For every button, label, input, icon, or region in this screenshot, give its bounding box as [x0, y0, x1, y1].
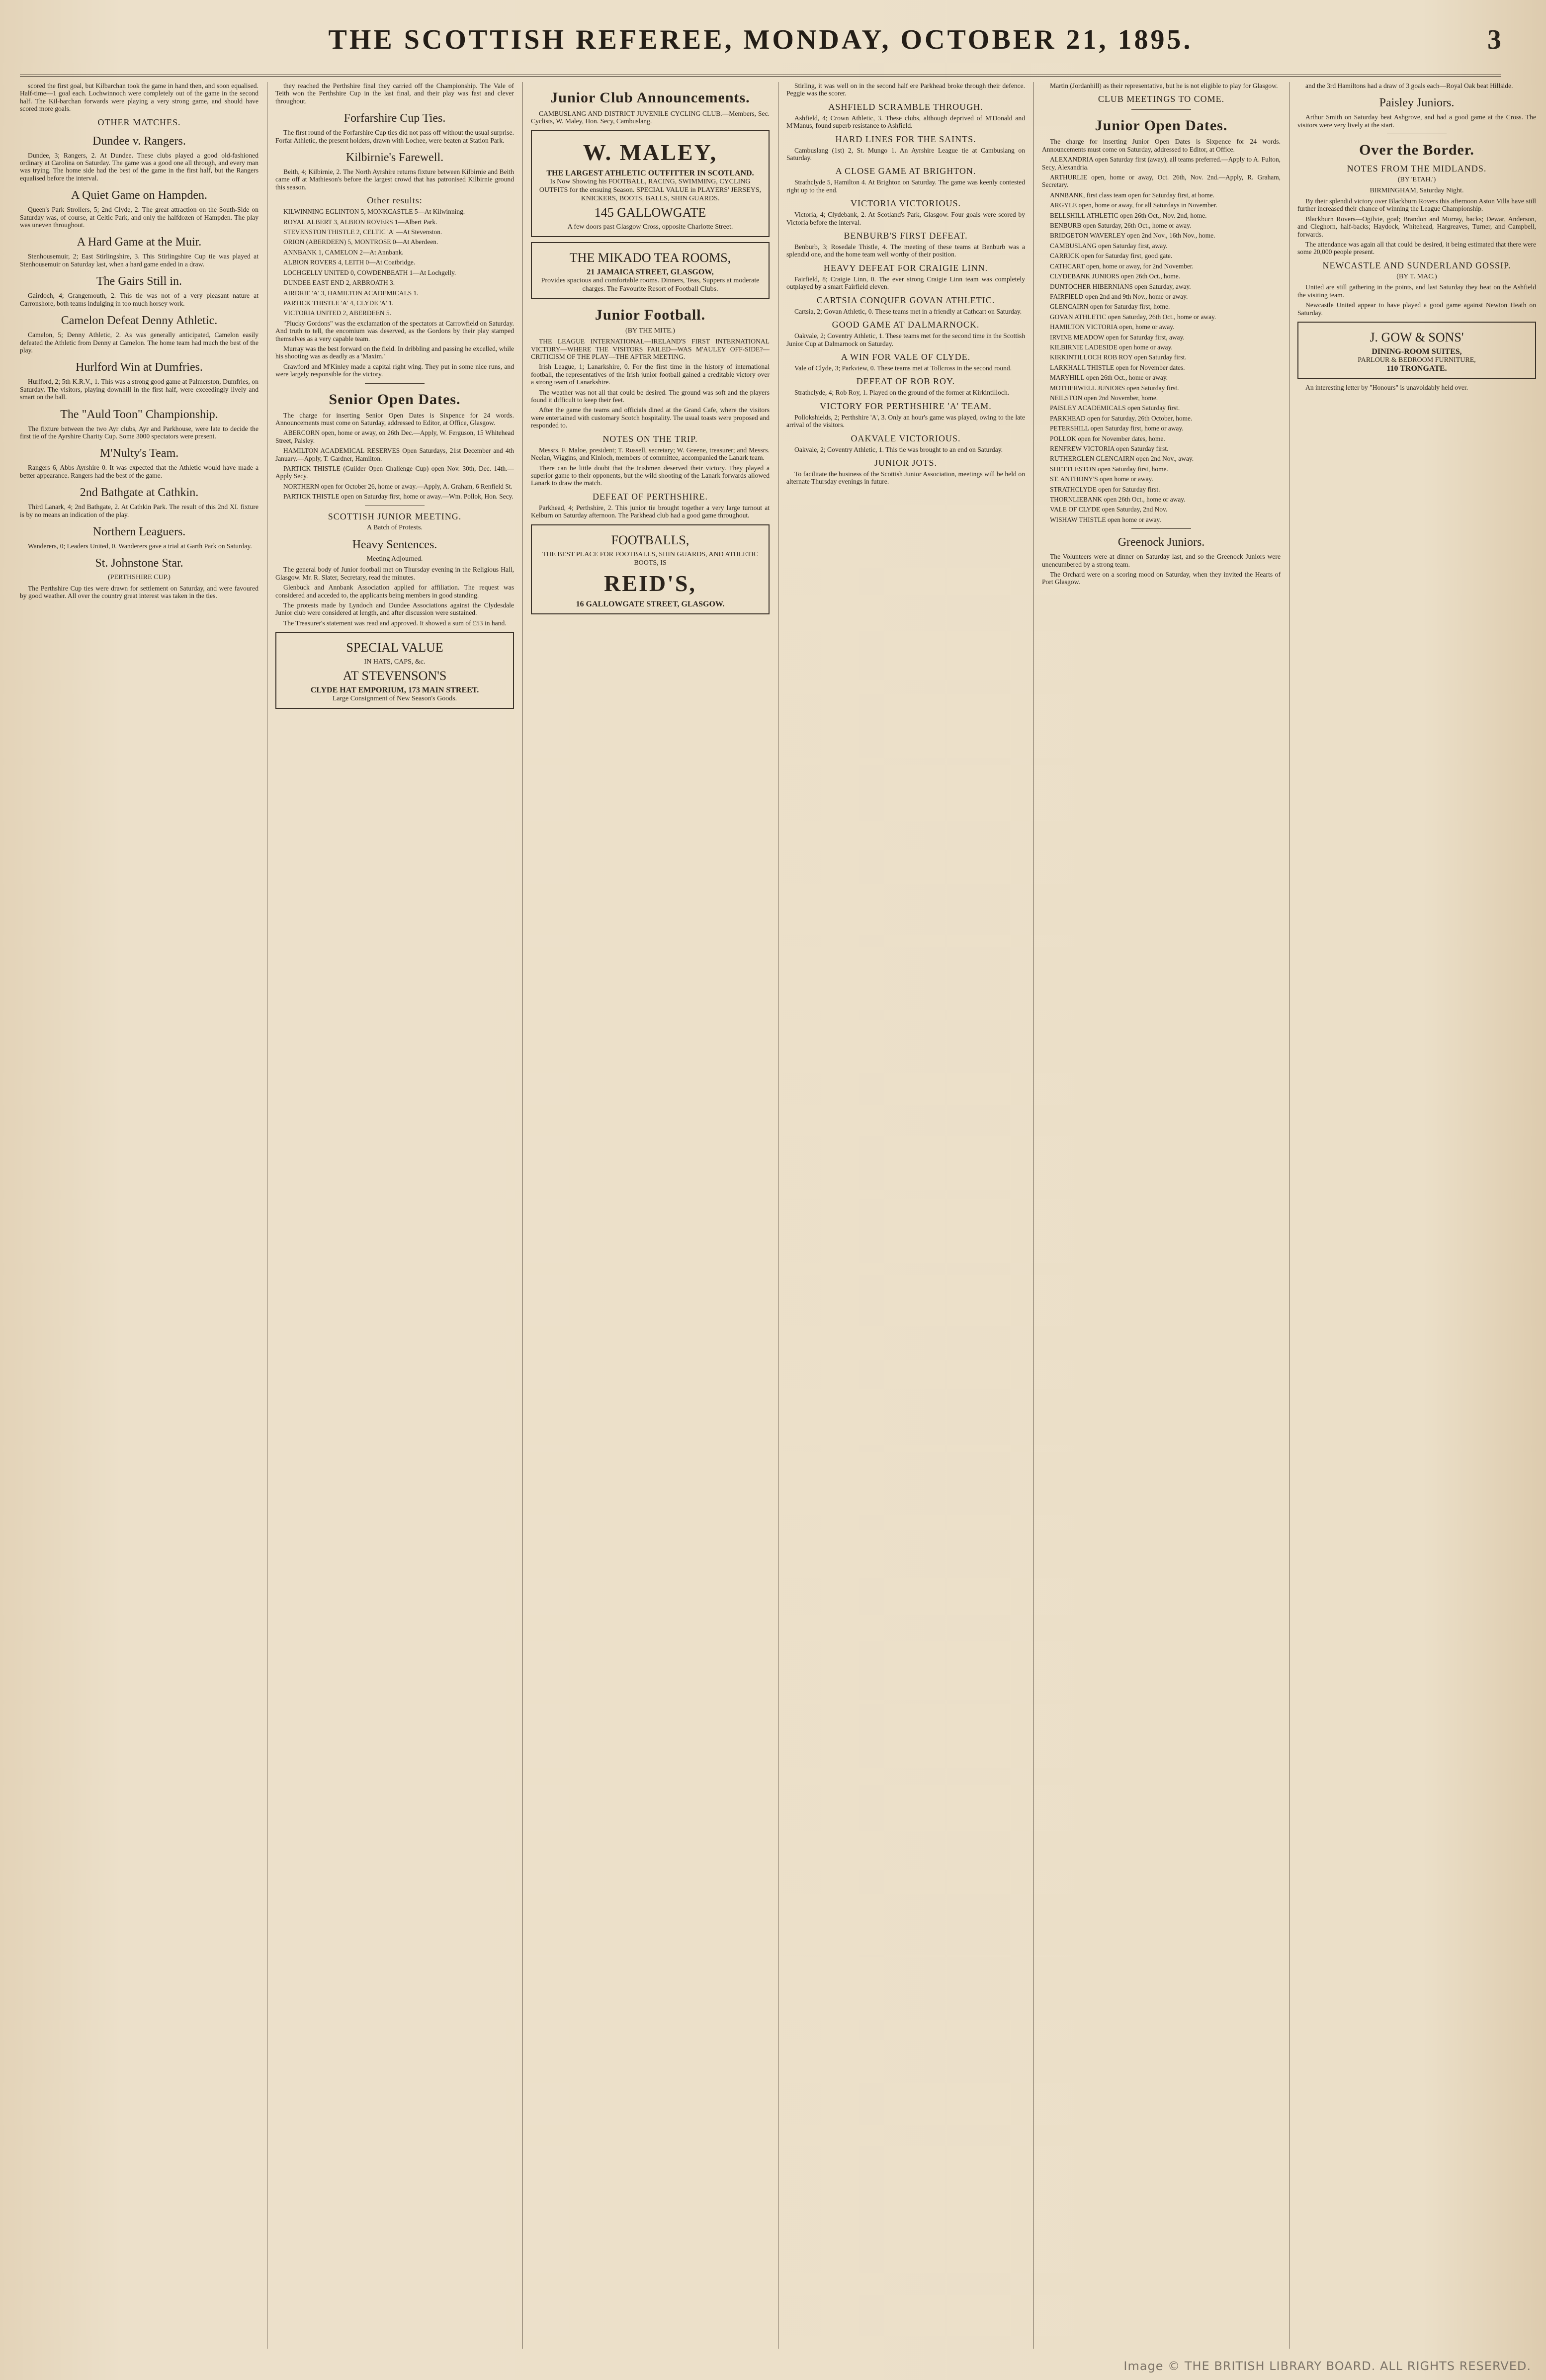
open-date-entry: ABERCORN open, home or away, on 26th Dec.—Apply, W. Ferguson, 15 Whitehead Street, Paisley. — [275, 429, 514, 444]
article-heading: HEAVY DEFEAT FOR CRAIGIE LINN. — [823, 262, 988, 273]
byline: (BY 'ETAH.') — [1397, 176, 1436, 184]
result-line: PARTICK THISTLE 'A' 4, CLYDE 'A' 1. — [283, 299, 394, 307]
article-text: Fairfield, 8; Craigie Linn, 0. The ever strong Craigie Linn team was completely outplayed by a smart Fairfield eleven. — [786, 275, 1025, 291]
results-list — [275, 208, 514, 317]
column-6 — [1297, 82, 1536, 2349]
article-text: There can be little doubt that the Irishmen deserved their victory. They played a superior game to their opponents, but the wild shooting of the Lanark forwards allowed Lanark to draw the match. — [531, 464, 770, 487]
article-text: Gairdoch, 4; Grangemouth, 2. This tie was not of a very pleasant nature at Carronshore, both teams indulging in too much horsey work. — [20, 292, 258, 307]
result-line: AIRDRIE 'A' 3, HAMILTON ACADEMICALS 1. — [283, 289, 419, 297]
article-heading: Hurlford Win at Dumfries. — [76, 361, 203, 374]
divider — [1131, 528, 1191, 529]
ad-address: CLYDE HAT EMPORIUM, 173 MAIN STREET. — [310, 686, 479, 695]
ad-address: 110 TRONGATE. — [1386, 364, 1447, 373]
columns — [20, 82, 1536, 2349]
article-text: The Treasurer's statement was read and approved. It showed a sum of £53 in hand. — [283, 619, 507, 627]
column-5 — [1042, 82, 1281, 2349]
article-text: The Volunteers were at dinner on Saturday last, and so the Greenock Juniors were unencumbered by a strong team. — [1042, 553, 1281, 568]
article-text: Queen's Park Strollers, 5; 2nd Clyde, 2. The great attraction on the South-Side on Saturday was, of course, at Celtic Park, and only the halfdozen of Hampden. The play was uneven throughout. — [20, 206, 258, 229]
open-date-entry: WISHAW THISTLE open home or away. — [1050, 515, 1161, 523]
image-credit: Image © THE BRITISH LIBRARY BOARD. ALL RIGHTS RESERVED. — [1123, 2359, 1531, 2373]
article-text: Parkhead, 4; Perthshire, 2. This junior tie brought together a very large turnout at Kelburn on Saturday afternoon. The Parkhead club had a good game throughout. — [531, 504, 770, 519]
article-text: Hurlford, 2; 5th K.R.V., 1. This was a strong good game at Palmerston, Dumfries, on Saturday. The visitors, playing downhill in the first half, were exceedingly lively and smart on the ball. — [20, 378, 258, 401]
mikado-advertisement — [531, 242, 770, 299]
ad-body: Provides spacious and comfortable rooms. Dinners, Teas, Suppers at moderate charges. The Favourite Resort of Football Clubs. — [541, 276, 760, 293]
article-text: Pollokshields, 2; Perthshire 'A', 3. Only an hour's game was played, owing to the late arrival of the visitors. — [786, 413, 1025, 429]
result-line: LOCHGELLY UNITED 0, COWDENBEATH 1—At Lochgelly. — [283, 268, 456, 276]
open-date-entry: VALE OF CLYDE open Saturday, 2nd Nov. — [1050, 506, 1168, 513]
open-date-entry: ARTHURLIE open, home or away, Oct. 26th, Nov. 2nd.—Apply, R. Graham, Secretary. — [1042, 173, 1281, 189]
open-date-entry: HAMILTON VICTORIA open, home or away. — [1050, 323, 1175, 331]
article-heading: Greenock Juniors. — [1117, 536, 1205, 549]
article-heading: St. Johnstone Star. — [95, 557, 183, 570]
article-heading: Junior Football. — [595, 306, 706, 323]
article-text: Benburb, 3; Rosedale Thistle, 4. The meeting of these teams at Benburb was a splendid one, and the home team well worthy of their position. — [786, 243, 1025, 258]
section-title: OTHER MATCHES. — [97, 117, 181, 127]
maley-advertisement — [531, 130, 770, 237]
open-date-entry: GLENCAIRN open for Saturday first, home. — [1050, 303, 1170, 311]
result-line: ANNBANK 1, CAMELON 2—At Annbank. — [283, 248, 404, 256]
ad-name: J. GOW & SONS' — [1370, 330, 1464, 344]
open-date-entry: PARTICK THISTLE (Guilder Open Challenge Cup) open Nov. 30th, Dec. 14th.—Apply Secy. — [275, 465, 514, 480]
lead-paragraph: they reached the Perthshire final they carried off the Championship. The Vale of Teith won the Perthshire Cup in the last final, and their play was fast and clever throughout. — [275, 82, 514, 105]
open-date-entry: GOVAN ATHLETIC open Saturday, 26th Oct., home or away. — [1050, 313, 1216, 321]
article-heading: M'Nulty's Team. — [99, 447, 179, 460]
divider — [1131, 109, 1191, 110]
open-date-entry: IRVINE MEADOW open for Saturday first, away. — [1050, 333, 1185, 341]
article-text: Vale of Clyde, 3; Parkview, 0. These teams met at Tollcross in the second round. — [794, 364, 1012, 372]
open-date-entry: ANNBANK, first class team open for Saturday first, at home. — [1050, 191, 1214, 199]
open-date-entry: KILBIRNIE LADESIDE open home or away. — [1050, 343, 1173, 351]
article-text: Oakvale, 2; Coventry Athletic, 1. This tie was brought to an end on Saturday. — [794, 445, 1003, 453]
result-line: ROYAL ALBERT 3, ALBION ROVERS 1—Albert Park. — [283, 218, 437, 226]
article-text: The Orchard were on a scoring mood on Saturday, when they invited the Hearts of Port Glasgow. — [1042, 571, 1281, 586]
article-text: "Plucky Gordons" was the exclamation of the spectators at Carrowfield on Saturday. And truth to tell, the encomium was deserved, as the Gordons by their play stamped themselves as a very capable team. — [275, 319, 514, 342]
article-heading: Forfarshire Cup Ties. — [344, 112, 446, 125]
open-date-entry: THORNLIEBANK open 26th Oct., home or away. — [1050, 496, 1186, 504]
article-heading: A Quiet Game on Hampden. — [71, 189, 207, 202]
article-text: After the game the teams and officials dined at the Grand Cafe, where the visitors were entertained with customary Scotch hospitality. The usual toasts were proposed and responded to. — [531, 406, 770, 429]
ad-subline: IN HATS, CAPS, &c. — [364, 658, 426, 666]
column-1 — [20, 82, 258, 2349]
open-date-entry: STRATHCLYDE open for Saturday first. — [1050, 485, 1160, 493]
open-date-entry: NORTHERN open for October 26, home or away.—Apply, A. Graham, 6 Renfield St. — [283, 482, 513, 490]
results-title: Other results: — [367, 195, 423, 206]
article-heading: The Gairs Still in. — [96, 275, 182, 288]
reids-advertisement — [531, 524, 770, 614]
article-heading: DEFEAT OF PERTHSHIRE. — [592, 491, 708, 502]
ad-name: REID'S, — [604, 570, 696, 596]
article-heading: A WIN FOR VALE OF CLYDE. — [841, 351, 971, 362]
open-date-entry: POLLOK open for November dates, home. — [1050, 434, 1165, 442]
lead-paragraph: and the 3rd Hamiltons had a draw of 3 goals each—Royal Oak beat Hillside. — [1305, 82, 1513, 89]
article-heading: Kilbirnie's Farewell. — [345, 151, 444, 165]
open-date-entry: PARTICK THISTLE open on Saturday first, home or away.—Wm. Pollok, Hon. Secy. — [283, 493, 514, 501]
article-heading: CARTSIA CONQUER GOVAN ATHLETIC. — [816, 295, 995, 305]
article-heading: NEWCASTLE AND SUNDERLAND GOSSIP. — [1322, 260, 1511, 270]
open-dates-list — [1042, 156, 1281, 523]
open-date-entry: CATHCART open, home or away, for 2nd November. — [1050, 262, 1194, 270]
lead-paragraph: scored the first goal, but Kilbarchan took the game in hand then, and soon equalised. Half-time—1 goal each. Lochwinnoch were completely out of the game in the second half. The Kil-barchan forwards were playing a very strong game, and should have scored more goals. — [20, 82, 258, 113]
open-date-entry: ST. ANTHONY'S open home or away. — [1050, 475, 1153, 483]
article-text: Strathclyde, 4; Rob Roy, 1. Played on the ground of the former at Kirkintilloch. — [794, 389, 1010, 397]
article-heading: ASHFIELD SCRAMBLE THROUGH. — [828, 101, 983, 112]
meeting-subtitle: Heavy Sentences. — [352, 538, 437, 552]
article-heading: DEFEAT OF ROB ROY. — [856, 376, 955, 387]
article-text: Dundee, 3; Rangers, 2. At Dundee. These clubs played a good old-fashioned ordinary at Carolina on Saturday. The game was a good one all through, and every man was trying. The home side had the best of the game in the first half, but the Rangers equalised before the interval. — [20, 151, 258, 182]
ad-body: PARLOUR & BEDROOM FURNITURE, — [1358, 356, 1476, 364]
ad-address: 145 GALLOWGATE — [594, 205, 706, 220]
open-dates-intro: The charge for inserting Junior Open Dates is Sixpence for 24 words. Announcements must come on Saturday, addressed to Editor, at Office. — [1042, 138, 1281, 153]
club-meetings-title: CLUB MEETINGS TO COME. — [1098, 94, 1225, 104]
open-date-entry: MOTHERWELL JUNIORS open Saturday first. — [1050, 384, 1179, 392]
open-dates-intro: The charge for inserting Senior Open Dates is Sixpence for 24 words. Announcements must come on Saturday, addressed to Editor, at Office, Glasgow. — [275, 411, 514, 426]
byline: (BY THE MITE.) — [625, 327, 675, 335]
column-4 — [786, 82, 1025, 2349]
column-rule — [1033, 82, 1034, 2349]
article-text: The weather was not all that could be desired. The ground was soft and the players found it difficult to keep their feet. — [531, 388, 770, 404]
result-line: ORION (ABERDEEN) 5, MONTROSE 0—At Aberdeen. — [283, 238, 438, 246]
article-heading: 2nd Bathgate at Cathkin. — [80, 486, 199, 500]
article-heading: Camelon Defeat Denny Athletic. — [61, 314, 218, 328]
ad-note: A few doors past Glasgow Cross, opposite Charlotte Street. — [567, 223, 733, 231]
open-date-entry: BRIDGETON WAVERLEY open 2nd Nov., 16th Nov., home. — [1050, 232, 1215, 240]
open-date-entry: KIRKINTILLOCH ROB ROY open Saturday first. — [1050, 353, 1187, 361]
meeting-subtitle: Meeting Adjourned. — [366, 555, 423, 563]
ad-name: AT STEVENSON'S — [343, 669, 447, 683]
open-date-entry: SHETTLESTON open Saturday first, home. — [1050, 465, 1168, 473]
open-date-entry: ALEXANDRIA open Saturday first (away), all teams preferred.—Apply to A. Fulton, Secy, Alexandria. — [1042, 156, 1281, 171]
article-subheading: NOTES FROM THE MIDLANDS. — [1347, 164, 1487, 174]
open-date-entry: PETERSHILL open Saturday first, home or away. — [1050, 425, 1184, 432]
article-text: The fixture between the two Ayr clubs, Ayr and Parkhouse, were late to decide the first tie of the Ayrshire Charity Cup. Some 3000 spectators were present. — [20, 425, 258, 440]
result-line: KILWINNING EGLINTON 5, MONKCASTLE 5—At Kilwinning. — [283, 208, 465, 216]
article-text: Irish League, 1; Lanarkshire, 0. For the first time in the history of international football, the representatives of the Irish junior football gained a creditable victory over a strong team of Lanarkshire. — [531, 363, 770, 386]
article-text: Camelon, 5; Denny Athletic, 2. As was generally anticipated, Camelon easily defeated the Athletic from Denny at Camelon. The home team had much the best of the play. — [20, 331, 258, 354]
article-text: Newcastle United appear to have played a good game against Newton Heath on Saturday. — [1297, 301, 1536, 317]
article-text: To facilitate the business of the Scottish Junior Association, meetings will be held on alternate Thursday evenings in future. — [786, 470, 1025, 486]
open-date-entry: ARGYLE open, home or away, for all Saturdays in November. — [1050, 201, 1217, 209]
open-date-entry: RENFREW VICTORIA open Saturday first. — [1050, 445, 1169, 452]
column-3 — [531, 82, 770, 2349]
ad-subline: THE BEST PLACE FOR FOOTBALLS, SHIN GUARDS, AND ATHLETIC BOOTS, IS — [542, 550, 759, 567]
article-text: Messrs. F. Maloe, president; T. Russell, secretary; W. Greene, treasurer; and Messrs. Neelan, Wiggins, and Kinloch, members of committee, accompanied the Lanark team. — [531, 446, 770, 462]
article-text: Strathclyde 5, Hamilton 4. At Brighton on Saturday. The game was keenly contested right up to the end. — [786, 178, 1025, 194]
article-subheading: (PERTHSHIRE CUP.) — [108, 574, 171, 582]
open-date-entry: CARRICK open for Saturday first, good gate. — [1050, 252, 1173, 260]
section-title: Junior Club Announcements. — [550, 89, 750, 106]
open-date-entry: CLYDEBANK JUNIORS open 26th Oct., home. — [1050, 272, 1180, 280]
article-heading: Paisley Juniors. — [1379, 96, 1455, 110]
article-text: Wanderers, 0; Leaders United, 0. Wanderers gave a trial at Garth Park on Saturday. — [28, 542, 252, 550]
article-heading: OAKVALE VICTORIOUS. — [851, 433, 961, 443]
page-number: 3 — [1487, 24, 1501, 55]
article-text: Victoria, 4; Clydebank, 2. At Scotland's Park, Glasgow. Four goals were scored by Victoria before the interval. — [786, 211, 1025, 226]
article-text: Beith, 4; Kilbirnie, 2. The North Ayrshire returns fixture between Kilbirnie and Beith came off at Mathieson's before the largest crowd that has patronised Kilbirnie ground this season. — [275, 168, 514, 191]
gow-advertisement — [1297, 322, 1536, 379]
ad-note: Large Consignment of New Season's Goods. — [332, 695, 457, 703]
article-heading: BENBURB'S FIRST DEFEAT. — [844, 231, 968, 241]
stevensons-advertisement — [275, 632, 514, 709]
open-date-entry: FAIRFIELD open 2nd and 9th Nov., home or away. — [1050, 292, 1188, 300]
article-text: Arthur Smith on Saturday beat Ashgrove, and had a good game at the Cross. The visitors were very lively at the start. — [1297, 113, 1536, 129]
article-heading: HARD LINES FOR THE SAINTS. — [835, 134, 976, 144]
open-date-entry: DUNTOCHER HIBERNIANS open Saturday, away. — [1050, 282, 1191, 290]
article-heading: VICTORY FOR PERTHSHIRE 'A' TEAM. — [820, 401, 992, 411]
ad-body: Is Now Showing his FOOTBALL, RACING, SWIMMING, CYCLING OUTFITS for the ensuing Season. SPECIAL VALUE in PLAYERS' JERSEYS, KNICKERS, BOOTS, BALLS, SHIN GUARDS. — [539, 177, 762, 202]
column-rule — [522, 82, 523, 2349]
article-text: The general body of Junior football met on Thursday evening in the Religious Hall, Glasgow. Mr. R. Slater, Secretary, read the minutes. — [275, 566, 514, 581]
article-heading: VICTORIA VICTORIOUS. — [850, 198, 961, 209]
article-heading: Over the Border. — [1359, 142, 1474, 159]
article-text: Rangers 6, Abbs Ayrshire 0. It was expected that the Athletic would have made a better appearance. Rangers had the best of the game. — [20, 464, 258, 479]
article-heading: A CLOSE GAME AT BRIGHTON. — [835, 166, 976, 176]
editorial-note: An interesting letter by "Honours" is unavoidably held over. — [1305, 383, 1468, 391]
ad-headline: FOOTBALLS, — [611, 532, 689, 547]
article-text: The protests made by Lyndoch and Dundee Associations against the Clydesdale Junior club were considered at length, and after discussion were sustained. — [275, 601, 514, 617]
masthead — [20, 15, 1501, 77]
open-date-entry: HAMILTON ACADEMICAL RESERVES Open Saturdays, 21st December and 4th January.—Apply, T. Gardner, Hamilton. — [275, 447, 514, 462]
ad-address: 16 GALLOWGATE STREET, GLASGOW. — [576, 599, 725, 608]
ad-subline: THE LARGEST ATHLETIC OUTFITTER IN SCOTLAND. — [546, 169, 754, 177]
article-heading: GOOD GAME AT DALMARNOCK. — [832, 320, 980, 330]
open-date-entry: BENBURB open Saturday, 26th Oct., home or away. — [1050, 222, 1192, 230]
result-line: STEVENSTON THISTLE 2, CELTIC 'A' —At Stevenston. — [283, 228, 442, 236]
result-line: ALBION ROVERS 4, LEITH 0—At Coatbridge. — [283, 258, 416, 266]
open-date-entry: CAMBUSLANG open Saturday first, away. — [1050, 242, 1168, 250]
ad-name: W. MALEY, — [583, 139, 718, 165]
article-text: Blackburn Rovers—Ogilvie, goal; Brandon and Murray, backs; Dewar, Anderson, and Cleghorn, half-backs; Haydock, Whitehead, Hargreaves, Turner, and Campbell, forwards. — [1297, 215, 1536, 238]
article-text: The first round of the Forfarshire Cup ties did not pass off without the usual surprise. Forfar Athletic, the present holders, drawn with Lochee, were beaten at Station Park. — [275, 129, 514, 144]
ad-subline: DINING-ROOM SUITES, — [1372, 347, 1462, 356]
article-text: United are still gathering in the points, and last Saturday they beat on the Ashfield the visiting team. — [1297, 283, 1536, 299]
open-date-entry: BELLSHILL ATHLETIC open 26th Oct., Nov. 2nd, home. — [1050, 211, 1207, 219]
article-text: Glenbuck and Annbank Association applied for affiliation. The request was considered and acceded to, the applicants being members in good standing. — [275, 584, 514, 599]
article-text: Crawford and M'Kinley made a capital right wing. They put in some nice runs, and were largely responsible for the victory. — [275, 362, 514, 378]
open-date-entry: PARKHEAD open for Saturday, 26th October, home. — [1050, 414, 1193, 422]
lead-paragraph: Martin (Jordanhill) as their representative, but he is not eligible to play for Glasgow. — [1050, 82, 1278, 89]
article-heading: The "Auld Toon" Championship. — [60, 408, 218, 421]
masthead-title: THE SCOTTISH REFEREE, MONDAY, OCTOBER 21, 1895. — [328, 24, 1193, 55]
divider — [365, 383, 425, 384]
ad-address: 21 JAMAICA STREET, GLASGOW, — [587, 267, 714, 276]
open-date-entry: NEILSTON open 2nd November, home. — [1050, 394, 1158, 402]
article-text: Cambuslang (1st) 2, St. Mungo 1. An Ayrshire League tie at Cambuslang on Saturday. — [786, 146, 1025, 162]
column-2 — [275, 82, 514, 2349]
ad-name: THE MIKADO TEA ROOMS, — [569, 250, 731, 265]
meeting-subtitle: A Batch of Protests. — [367, 523, 423, 531]
club-announcement: CAMBUSLANG AND DISTRICT JUVENILE CYCLING CLUB.—Members, Sec. Cyclists, W. Maley, Hon. Secy, Cambuslang. — [531, 110, 770, 125]
article-text: Third Lanark, 4; 2nd Bathgate, 2. At Cathkin Park. The result of this 2nd XI. fixture is by no means an indication of the play. — [20, 503, 258, 518]
result-line: VICTORIA UNITED 2, ABERDEEN 5. — [283, 309, 391, 317]
article-summary: THE LEAGUE INTERNATIONAL—IRELAND'S FIRST INTERNATIONAL VICTORY—WHERE THE VISITORS FAILED—WAS M'AULEY OFF-SIDE?—CRITICISM OF THE PLAY—THE AFTER MEETING. — [531, 338, 770, 361]
open-date-entry: MARYHILL open 26th Oct., home or away. — [1050, 374, 1168, 382]
result-line: DUNDEE EAST END 2, ARBROATH 3. — [283, 279, 395, 287]
open-dates-heading: Senior Open Dates. — [329, 391, 461, 408]
open-dates-list — [275, 429, 514, 500]
article-text: Oakvale, 2; Coventry Athletic, 1. These teams met for the second time in the Scottish Junior Cup at Dalmarnock on Saturday. — [786, 332, 1025, 347]
article-heading: Dundee v. Rangers. — [92, 134, 186, 148]
open-date-entry: RUTHERGLEN GLENCAIRN open 2nd Nov., away. — [1050, 455, 1194, 463]
article-text: Murray was the best forward on the field. In dribbling and passing he excelled, while his shooting was as deadly as a 'Maxim.' — [275, 344, 514, 360]
open-date-entry: PAISLEY ACADEMICALS open Saturday first. — [1050, 404, 1180, 412]
article-text: Cartsia, 2; Govan Athletic, 0. These teams met in a friendly at Cathcart on Saturday. — [794, 307, 1022, 315]
byline: (BY T. MAC.) — [1396, 272, 1437, 280]
article-text: The Perthshire Cup ties were drawn for settlement on Saturday, and were favoured by good weather. All over the country great interest was taken in the ties. — [20, 584, 258, 600]
meeting-title: SCOTTISH JUNIOR MEETING. — [328, 511, 462, 521]
open-dates-heading: Junior Open Dates. — [1095, 117, 1228, 134]
article-text: Ashfield, 4; Crown Athletic, 3. These clubs, although deprived of M'Donald and M'Manus, found superb resistance to Ashfield. — [786, 114, 1025, 130]
article-heading: A Hard Game at the Muir. — [77, 236, 202, 249]
ad-headline: SPECIAL VALUE — [346, 640, 443, 655]
article-text: By their splendid victory over Blackburn Rovers this afternoon Aston Villa have still further increased their chance of winning the League Championship. — [1297, 197, 1536, 213]
lead-paragraph: Stirling, it was well on in the second half ere Parkhead broke through their defence. Peggie was the scorer. — [786, 82, 1025, 97]
article-text: The attendance was again all that could be desired, it being estimated that there were some 20,000 people present. — [1297, 241, 1536, 256]
dateline: BIRMINGHAM, Saturday Night. — [1370, 186, 1464, 194]
article-heading: NOTES ON THE TRIP. — [602, 433, 698, 444]
article-heading: Northern Leaguers. — [92, 525, 186, 538]
article-heading: JUNIOR JOTS. — [874, 457, 937, 468]
open-date-entry: LARKHALL THISTLE open for November dates. — [1050, 363, 1185, 371]
article-text: Stenhousemuir, 2; East Stirlingshire, 3. This Stirlingshire Cup tie was played at Stenhousemuir on Saturday last, when a hard game ended in a draw. — [20, 253, 258, 268]
